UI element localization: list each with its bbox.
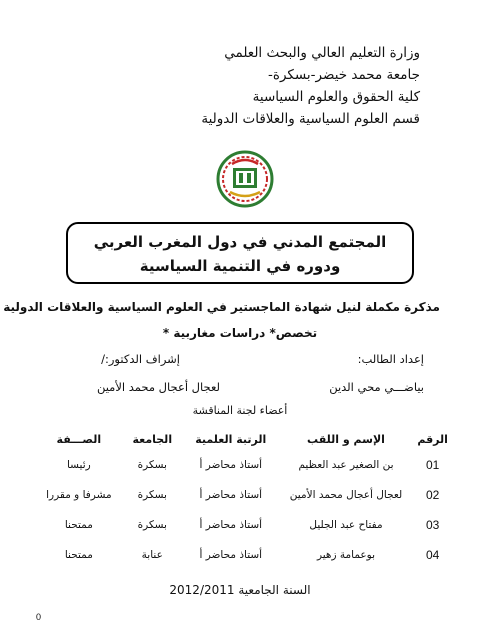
prepared-by-label: إعداد الطالب: — [357, 352, 424, 366]
member-rank: أستاذ محاضر أ — [199, 519, 263, 531]
university-name: جامعة محمد خيضر-بسكرة- — [268, 67, 420, 83]
column-header: الجامعة — [132, 432, 173, 446]
specialization-line: تخصص* دراسات مغاربية * — [162, 326, 318, 340]
member-number: 02 — [425, 488, 440, 502]
table-row — [36, 450, 452, 480]
column-header: الصـــفة — [56, 432, 102, 446]
member-rank: أستاذ محاضر أ — [199, 549, 263, 561]
thesis-title-line2: ودوره في التنمية السياسية — [139, 257, 341, 275]
member-role: مشرفا و مقررا — [46, 489, 112, 501]
ministry-name: وزارة التعليم العالي والبحث العلمي — [224, 45, 420, 61]
member-university: بسكرة — [137, 459, 167, 471]
table-row — [36, 540, 452, 570]
member-university: عنابة — [141, 549, 163, 561]
column-header: الإسم و اللقب — [307, 432, 385, 446]
university-seal-icon — [216, 150, 274, 208]
thesis-title-box — [66, 222, 414, 284]
faculty-name: كلية الحقوق والعلوم السياسية — [252, 89, 420, 105]
table-row — [36, 480, 452, 510]
member-role: ممتحنا — [64, 549, 93, 561]
member-role: ممتحنا — [64, 519, 93, 531]
member-role: رئيسا — [66, 459, 91, 471]
memo-description: مذكرة مكملة لنيل شهادة الماجستير في العلوم السياسية والعلاقات الدولية — [3, 300, 440, 314]
column-header: الرتبة العلمية — [195, 432, 267, 446]
thesis-title-line1: المجتمع المدني في دول المغرب العربي — [93, 233, 387, 251]
committee-title: أعضاء لجنة المناقشة — [192, 404, 288, 417]
member-number: 01 — [425, 458, 440, 472]
member-name: بوعمامة زهير — [316, 549, 375, 561]
table-header-row — [36, 428, 452, 450]
member-university: بسكرة — [137, 489, 167, 501]
student-name: بياضـــي محي الدين — [329, 380, 424, 394]
member-name: مفتاح عبد الجليل — [309, 519, 383, 531]
institution-header — [120, 42, 420, 130]
academic-year: السنة الجامعية 2012/2011 — [169, 583, 311, 597]
member-rank: أستاذ محاضر أ — [199, 489, 263, 501]
page-number: 0 — [36, 612, 42, 622]
member-name: لعجال أعجال محمد الأمين — [289, 489, 403, 501]
member-number: 04 — [425, 548, 440, 562]
committee-table — [36, 428, 452, 570]
supervisor-name: لعجال أعجال محمد الأمين — [96, 380, 220, 394]
table-row — [36, 510, 452, 540]
column-header: الرقم — [417, 432, 448, 446]
member-rank: أستاذ محاضر أ — [199, 459, 263, 471]
supervised-by-label: إشراف الدكتور:/ — [101, 352, 180, 366]
member-name: بن الصغير عبد العظيم — [298, 459, 394, 471]
member-number: 03 — [425, 518, 440, 532]
department-name: قسم العلوم السياسية والعلاقات الدولية — [201, 111, 420, 127]
member-university: بسكرة — [137, 519, 167, 531]
